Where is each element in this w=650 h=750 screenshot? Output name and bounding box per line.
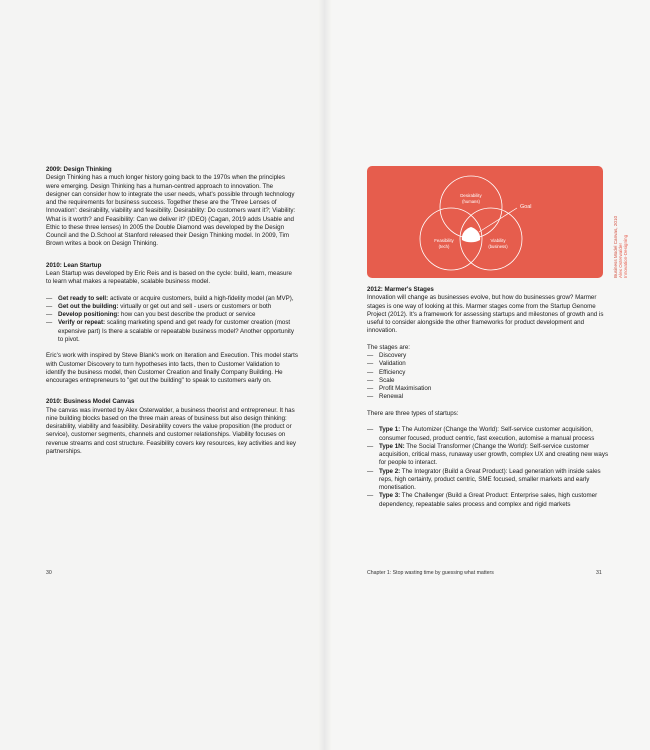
caption-line: Alex Osterwalder: [618, 243, 623, 278]
section-design-thinking: [46, 166, 298, 249]
list-item: — Type 1N: The Social Transformer (Change the World): Self-service customer acquisition, critical mass, runaway user growth, complex UX and creating new ways for people to interact.: [367, 443, 615, 468]
paragraph: There are three types of startups:: [367, 409, 459, 417]
caption-line: Innovation-Designing: [623, 234, 628, 278]
paragraph: Innovation will change as businesses evolve, but how do businesses grow? Marmer stages is one way of looking at this. Marmer stages come from the Startup Genome Project (2012). It's a framework for assessing startups and milestones of growth and is useful to consider alongside the other frameworks for product development and innovation.: [367, 294, 604, 335]
caption-line: Business Model Canvas, 2010: [613, 215, 618, 278]
book-gutter: [318, 0, 332, 750]
goal-label: Goal: [520, 204, 532, 210]
section-lean-startup: [46, 262, 298, 386]
paragraph: Eric's work with inspired by Steve Blank's work on Iteration and Execution. This model starts with Customer Discovery to turn hypotheses into facts, then to Customer Validation to identify the business model, then Customer Creation and finally Company Building. He encourages entrepreneurs to "get out the building" to speak to customers early on.: [46, 352, 298, 384]
section-heading: 2009: Design Thinking: [46, 166, 112, 173]
desirability-sublabel: (humans): [462, 199, 480, 204]
list-item: — Scale: [367, 377, 615, 385]
desirability-label: Desirability: [460, 193, 482, 198]
viability-label: Viability: [490, 238, 506, 243]
paragraph: The stages are:: [367, 343, 410, 351]
viability-sublabel: (business): [488, 244, 508, 249]
list-item: — Profit Maximisation: [367, 385, 615, 393]
venn-diagram-figure: [367, 166, 603, 278]
list-item: — Type 1: The Automizer (Change the World): Self-service customer acquisition, consumer focused, product centric, fast execution, automise a manual process: [367, 426, 615, 443]
list-item: — Renewal: [367, 393, 615, 401]
section-heading: 2010: Lean Startup: [46, 261, 102, 269]
page-number-right: 31: [596, 570, 602, 576]
list-item: — Get ready to sell: activate or acquire customers, build a high-fidelity model (an MVP),: [46, 295, 298, 303]
lean-startup-list: [46, 295, 298, 345]
list-item: — Verify or repeat: scaling marketing spend and get ready for customer creation (most expensive part) Is there a scalable or repeatable business model? Another opportunity to pivot.: [46, 319, 298, 344]
goal-intersection: [462, 227, 480, 242]
paragraph: Lean Startup was developed by Eric Reis and is based on the cycle: build, learn, measure to learn what makes a repeatable, scalable business model.: [46, 269, 292, 285]
section-heading: 2010: Business Model Canvas: [46, 398, 135, 406]
startup-types-list: [367, 426, 615, 509]
paragraph: Design Thinking has a much longer history going back to the 1970s when the principles were emerging. Design Thinking has a human-centred approach to innovation. The designer can consider how to integrate the user needs, what's possible through technology and the requirements for business success. Together these are the 'Three Lenses of Innovation': desirability, viability and feasibility. Desirability: Do customers want it?; Viability: What is it worth? and Feasibility: Can we deliver it? (IDEO) (Cagan, 2019 adds Usable and Ethic to these three lenses) In 2005 the Double Diamond was developed by the Design Council and the D.School at Stanford released their Design Thinking model. In 2009, Tim Brown writes a book on Design Thinking.: [46, 174, 296, 248]
running-footer: Chapter 1: Stop wasting time by guessing what matters: [367, 570, 494, 576]
list-item: — Efficiency: [367, 369, 615, 377]
list-item: — Type 2: The Integrator (Build a Great Product): Lead generation with inside sales reps, high certainty, product centric, SME focused, smaller markets and early monetisation.: [367, 468, 615, 493]
page-number-left: 30: [46, 570, 52, 576]
left-column: [46, 166, 298, 469]
section-business-model-canvas: [46, 398, 298, 456]
feasibility-label: Feasibility: [434, 238, 454, 243]
list-item: — Get out the building: virtually or get out and sell - users or customers or both: [46, 303, 298, 311]
paragraph: The canvas was invented by Alex Osterwalder, a business theorist and entrepreneur. It has nine building blocks based on the three main areas of business but also design thinking: desirability, viability and feasibility. Desirability covers the value proposition (the product or service), customer segments, channels and customer relationships. Viability focuses on revenue streams and cost structure. Feasibility covers key resources, key activities and key partnerships.: [46, 406, 297, 455]
stages-list: [367, 352, 615, 402]
right-column: [367, 286, 615, 509]
list-item: — Develop positioning: how can you best describe the product or service: [46, 311, 298, 319]
goal-pointer-line: [479, 208, 517, 232]
figure-side-caption: [610, 166, 628, 278]
section-heading: 2012: Marmer's Stages: [367, 286, 434, 293]
venn-diagram: [367, 166, 603, 278]
feasibility-sublabel: (tech): [438, 244, 450, 249]
list-item: — Discovery: [367, 352, 615, 360]
list-item: — Validation: [367, 360, 615, 368]
list-item: — Type 3: The Challenger (Build a Great Product: Enterprise sales, high customer dependency, repeatable sales process and complex and rigid markets: [367, 492, 615, 509]
